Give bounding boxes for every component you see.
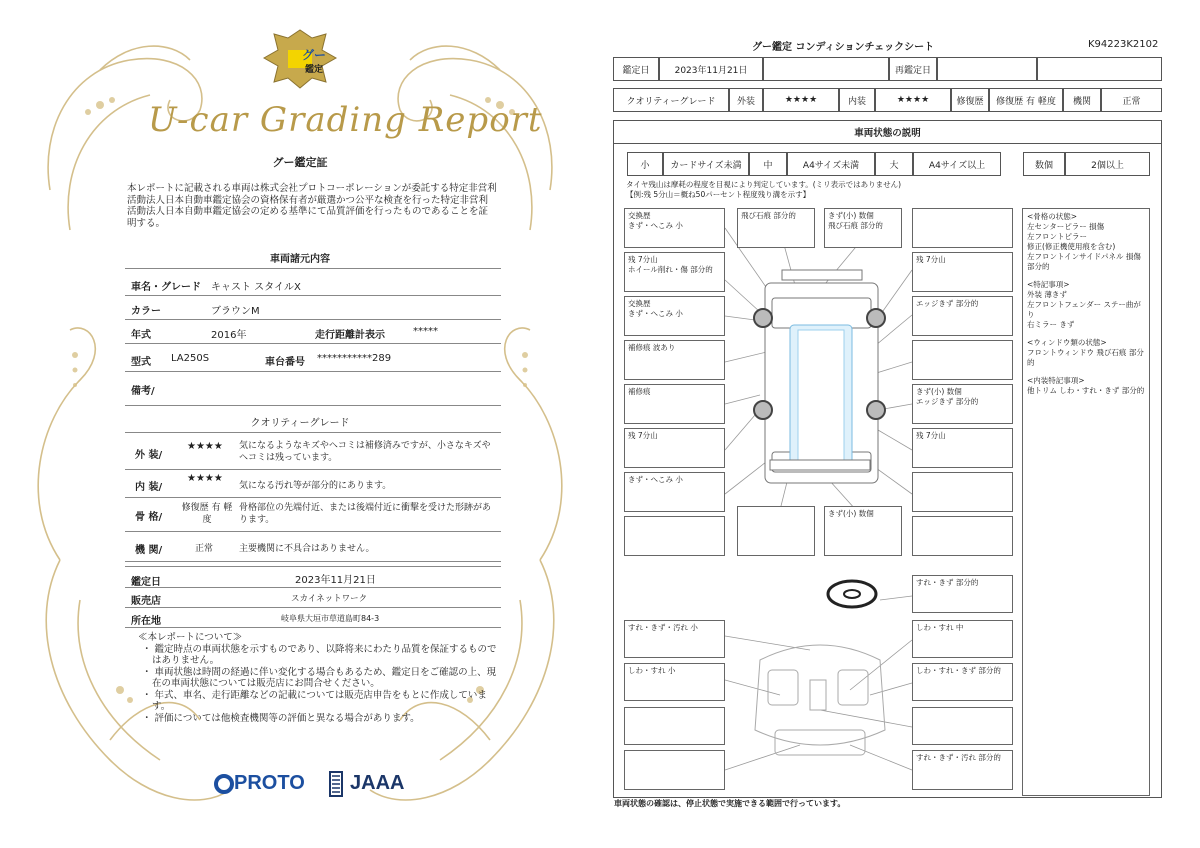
row-remarks bbox=[125, 372, 501, 406]
count-label: 数個 bbox=[1023, 152, 1065, 176]
size-large: 大 bbox=[875, 152, 913, 176]
interior-box-right-1: しわ・すれ 中 bbox=[912, 620, 1013, 658]
row-address bbox=[125, 608, 501, 628]
sheet-code: K94223K2102 bbox=[1088, 39, 1159, 50]
ext-stars: ★★★★ bbox=[763, 88, 839, 112]
row-color bbox=[125, 296, 501, 320]
row-year bbox=[125, 320, 501, 344]
interior-box-steering: すれ・きず 部分的 bbox=[912, 575, 1013, 613]
interior-label: 内 装/ bbox=[135, 482, 163, 493]
badge-line1: グー bbox=[301, 48, 326, 62]
damage-box-left-quarter: 補修痕 bbox=[624, 384, 725, 424]
condition-heading: 車両状態の説明 bbox=[613, 120, 1162, 144]
damage-box-windshield: きず(小) 数個 飛び石痕 部分的 bbox=[824, 208, 902, 248]
tire-note-line2: 【例:残 5分山＝概ね50パーセント程度残り溝を示す】 bbox=[626, 190, 811, 199]
car-name-value: キャスト スタイルX bbox=[211, 282, 301, 293]
size-mid: 中 bbox=[749, 152, 787, 176]
sheet-title: グー鑑定 コンディションチェックシート bbox=[752, 42, 935, 53]
car-name-label: 車名・グレード bbox=[131, 282, 201, 293]
interior-note: <内装特記事項> 他トリム しわ・すれ・きず 部分的 bbox=[1027, 376, 1145, 395]
remarks-label: 備考/ bbox=[131, 386, 155, 397]
proto-logo-text: PROTO bbox=[234, 772, 305, 794]
note-item: ・ 年式、車名、走行距離などの記載については販売店申告をもとに作成しています。 bbox=[142, 689, 487, 712]
size-small-desc: カードサイズ未満 bbox=[663, 152, 749, 176]
row-interior bbox=[125, 470, 501, 498]
frame-condition-note: <骨格の状態> 左センターピラー 損傷 左フロントピラー 修正(修正機使用痕を含む) 左フロントインサイドパネル 損傷 部分的 bbox=[1027, 212, 1141, 271]
damage-box-empty bbox=[912, 208, 1013, 248]
row-model bbox=[125, 344, 501, 372]
note-item: ・ 評価については他検査機関等の評価と異なる場合があります。 bbox=[142, 712, 420, 724]
special-note: <特記事項> 外装 薄きず 左フロントフェンダー ステー曲がり 右ミラー きず bbox=[1027, 280, 1141, 329]
interior-box-right-4: すれ・きず・汚れ 部分的 bbox=[912, 750, 1013, 790]
damage-box-bonnet: 飛び石痕 部分的 bbox=[737, 208, 815, 248]
divider bbox=[125, 432, 501, 433]
address-label: 所在地 bbox=[131, 616, 161, 627]
count-desc: 2個以上 bbox=[1065, 152, 1150, 176]
tire-note-line1: タイヤ残山は摩耗の程度を目視により判定しています。(ミリ表示ではありません) bbox=[626, 180, 902, 189]
row-exterior bbox=[125, 436, 501, 470]
report-title: U-car Grading Report bbox=[148, 100, 543, 140]
int-label: 内装 bbox=[839, 88, 875, 112]
exterior-label: 外 装/ bbox=[135, 450, 163, 461]
exterior-stars: ★★★★ bbox=[187, 441, 223, 452]
ext-label: 外装 bbox=[729, 88, 763, 112]
certificate-heading: グー鑑定証 bbox=[272, 156, 328, 169]
size-mid-desc: A4サイズ未満 bbox=[787, 152, 875, 176]
repair-value: 修復歴 有 軽度 bbox=[989, 88, 1063, 112]
row-dealer bbox=[125, 588, 501, 608]
window-note: <ウィンドウ類の状態> フロントウィンドウ 飛び石痕 部分的 bbox=[1027, 338, 1144, 367]
report-notes bbox=[138, 632, 498, 724]
note-item: ・ 鑑定時点の車両状態を示すものであり、以降将来にわたり品質を保証するものではありません。 bbox=[142, 643, 497, 666]
color-label: カラー bbox=[131, 306, 161, 317]
damage-box-empty bbox=[912, 516, 1013, 556]
redate-label: 再鑑定日 bbox=[889, 57, 937, 81]
engine-value: 正常 bbox=[1101, 88, 1162, 112]
frame-label: 骨 格/ bbox=[135, 512, 163, 523]
engine-label: 機関 bbox=[1063, 88, 1101, 112]
badge-line2: 鑑定 bbox=[304, 65, 323, 75]
engine-value: 正常 bbox=[195, 544, 214, 554]
year-value: 2016年 bbox=[211, 330, 247, 341]
row-engine bbox=[125, 532, 501, 562]
row-car-name bbox=[125, 272, 501, 296]
proto-logo-icon bbox=[214, 772, 234, 798]
jaaa-logo-icon bbox=[326, 770, 346, 798]
damage-box-right-front-tire: 残 7分山 bbox=[912, 252, 1013, 292]
engine-label: 機 関/ bbox=[135, 545, 163, 556]
damage-box-left-rear-tire: 残 7分山 bbox=[624, 428, 725, 468]
frame-value: 修復歴 有 軽度 bbox=[181, 503, 233, 525]
exterior-text: 気になるようなキズやヘコミは補修済みですが、小さなキズやヘコミは残っています。 bbox=[239, 441, 491, 463]
dealer-label: 販売店 bbox=[131, 596, 161, 607]
date-value: 2023年11月21日 bbox=[295, 575, 376, 586]
damage-box-left-front-fender: 交換歴 きず・へこみ 小 bbox=[624, 208, 725, 248]
interior-box-empty bbox=[624, 707, 725, 745]
interior-box-left-1: すれ・きず・汚れ 小 bbox=[624, 620, 725, 658]
quality-heading: クオリティーグレード bbox=[250, 418, 350, 429]
mileage-value: ***** bbox=[413, 326, 438, 337]
interior-stars: ★★★★ bbox=[187, 473, 223, 484]
damage-box-left-rear: きず・へこみ 小 bbox=[624, 472, 725, 512]
date-label: 鑑定日 bbox=[131, 577, 161, 588]
damage-box-right-quarter: きず(小) 数個 エッジきず 部分的 bbox=[912, 384, 1013, 424]
interior-box-right-2: しわ・すれ・きず 部分的 bbox=[912, 663, 1013, 701]
damage-box-right-front-door: エッジきず 部分的 bbox=[912, 296, 1013, 336]
damage-box-rear-gate: きず(小) 数個 bbox=[824, 506, 902, 556]
damage-box-empty bbox=[912, 340, 1013, 380]
divider bbox=[125, 268, 501, 269]
damage-box-left-rear-door: 補修痕 波あり bbox=[624, 340, 725, 380]
color-value: ブラウンM bbox=[211, 306, 260, 317]
address-value: 岐阜県大垣市草道島町84-3 bbox=[281, 614, 380, 623]
interior-box-empty bbox=[912, 707, 1013, 745]
damage-box-empty bbox=[737, 506, 815, 556]
chassis-value: ***********289 bbox=[317, 353, 392, 364]
engine-text: 主要機関に不具合はありません。 bbox=[239, 544, 375, 554]
row-frame bbox=[125, 498, 501, 532]
interior-box-left-2: しわ・すれ 小 bbox=[624, 663, 725, 701]
size-large-desc: A4サイズ以上 bbox=[913, 152, 1001, 176]
damage-box-empty bbox=[912, 472, 1013, 512]
sheet-footer: 車両状態の確認は、停止状態で実施できる範囲で行っています。 bbox=[614, 799, 846, 808]
interior-box-empty bbox=[624, 750, 725, 790]
jaaa-logo-text: JAAA bbox=[350, 772, 405, 794]
row-date bbox=[125, 566, 501, 588]
certificate-intro: 本レポートに記載される車両は株式会社プロトコーポレーションが委託する特定非営利活動法人日本自動車鑑定協会の資格保有者が厳選かつ公平な検査を行った特定非営利活動法人日本自動車鑑定協会の定める基準にて品質評価を行ったものであることを証明する。 bbox=[127, 183, 497, 229]
model-value: LA250S bbox=[171, 353, 210, 364]
steering-wheel-icon bbox=[828, 581, 876, 607]
note-item: ・ 車両状態は時間の経過に伴い変化する場合もあるため、鑑定日をご確認の上、現在の車両状態については販売店にお問合せください。 bbox=[142, 666, 497, 689]
model-label: 型式 bbox=[131, 357, 151, 368]
dealer-value: スカイネットワーク bbox=[291, 594, 368, 604]
frame-text: 骨格部位の先端付近、または後端付近に衝撃を受けた形跡があります。 bbox=[239, 503, 492, 525]
size-small: 小 bbox=[627, 152, 663, 176]
repair-label: 修復歴 bbox=[951, 88, 989, 112]
notes-title: ≪本レポートについて≫ bbox=[138, 632, 243, 643]
date-value: 2023年11月21日 bbox=[659, 57, 763, 81]
damage-box-empty bbox=[624, 516, 725, 556]
damage-box-left-front-tire: 残 7分山 ホイール削れ・傷 部分的 bbox=[624, 252, 725, 292]
year-label: 年式 bbox=[131, 330, 151, 341]
condition-notes bbox=[1022, 208, 1150, 796]
mileage-label: 走行距離計表示 bbox=[315, 330, 385, 341]
chassis-label: 車台番号 bbox=[265, 357, 305, 368]
int-stars: ★★★★ bbox=[875, 88, 951, 112]
grade-label: クオリティーグレード bbox=[613, 88, 729, 112]
interior-text: 気になる汚れ等が部分的にあります。 bbox=[239, 481, 392, 491]
spec-heading: 車両諸元内容 bbox=[270, 254, 330, 265]
damage-box-left-front-door: 交換歴 きず・へこみ 小 bbox=[624, 296, 725, 336]
damage-box-right-rear-tire: 残 7分山 bbox=[912, 428, 1013, 468]
date-label: 鑑定日 bbox=[613, 57, 659, 81]
